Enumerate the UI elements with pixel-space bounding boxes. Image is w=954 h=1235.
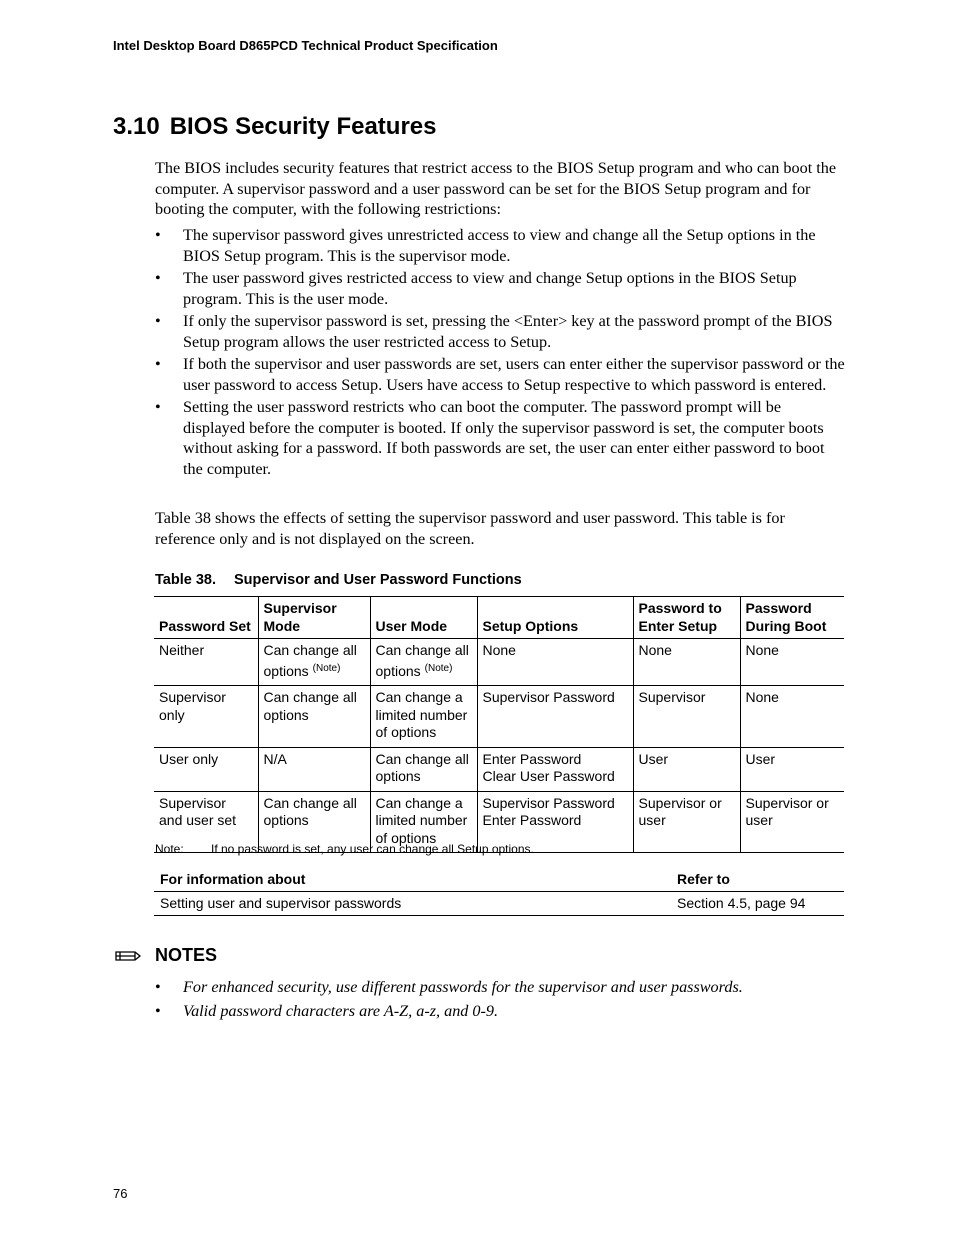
table-row [154,892,844,916]
table-row [154,747,844,791]
list-item-text: For enhanced security, use different passwords for the supervisor and user passwords. [183,978,743,996]
bullet-icon: • [155,398,161,416]
table-cell: Supervisor Password [477,686,633,748]
list-item-text: Valid password characters are A-Z, a-z, and 0-9. [183,1001,499,1020]
list-item-text: The user password gives restricted access to view and change Setup options in the BIOS Setup program. This is the user mode. [183,269,797,308]
table-row [154,686,844,748]
table-cell: N/A [258,747,370,791]
password-functions-table [154,596,844,853]
table-cell: Section 4.5, page 94 [671,892,844,916]
table-cell: None [740,639,844,686]
section-title-text: BIOS Security Features [169,113,437,140]
table-cell: Can change a limited number of options [370,686,477,748]
column-header: Password During Boot [740,597,844,639]
table-reference-paragraph: Table 38 shows the effects of setting the supervisor password and user password. This table is for reference only and is not displayed on the screen. [155,509,785,548]
page-number: 76 [113,1186,128,1201]
table-caption [155,572,522,588]
list-item [155,268,845,309]
table-header-row [154,597,844,639]
column-header: Supervisor Mode [258,597,370,639]
list-item [155,1001,845,1022]
intro-paragraph: The BIOS includes security features that restrict access to the BIOS Setup program and who can boot the computer. A supervisor password and a user password can be set for the BIOS Setup program and for booting the computer, with the following restrictions: [155,159,837,218]
bullet-icon: • [155,1001,161,1020]
list-item [155,225,845,266]
list-item [155,354,845,395]
note-label: Note: [155,842,184,856]
table-cell [258,639,370,686]
note-marker: (Note) [424,662,453,674]
table-header-row [154,868,844,892]
note-text: If no password is set, any user can change all Setup options. [211,842,534,856]
table-caption-title: Supervisor and User Password Functions [233,572,522,588]
bullet-icon: • [155,978,161,996]
list-item-text: If only the supervisor password is set, pressing the <Enter> key at the password prompt of the BIOS Setup program allows the user restricted access to Setup. [183,312,833,351]
table-cell: Supervisor or user [740,791,844,853]
table-cell: None [477,639,633,686]
table-cell: Supervisor or user [633,791,740,853]
column-header: Password Set [159,617,251,634]
table-cell: Can change all options [370,747,477,791]
list-item-text: Setting the user password restricts who can boot the computer. The password prompt will be displayed before the computer is booted. If only the supervisor password is set, the computer boots without asking for a password. If both passwords are set, the user can enter either password to boot the computer. [183,398,825,478]
cell-line: Clear User Password [482,768,615,784]
bullet-icon: • [155,312,161,330]
table-cell: User only [159,750,219,767]
cell-line: Enter Password [482,812,582,828]
note-marker: (Note) [312,662,341,674]
notes-heading-text: NOTES [155,945,218,965]
table-cell: None [740,686,844,748]
bullet-icon: • [155,226,161,244]
table-cell: Can change all options [258,791,370,853]
bullet-icon: • [155,355,161,373]
cell-text: Can change all options [263,642,357,679]
cell-text: Can change all options [375,642,469,679]
column-header: Setup Options [477,597,633,639]
table-note [155,842,534,856]
list-item [155,397,845,479]
table-cell: Can change all options [258,686,370,748]
table-cell [477,747,633,791]
column-header: Password to Enter Setup [633,597,740,639]
column-header: For information about [154,868,671,892]
section-number: 3.10 [113,113,160,140]
table-caption-label: Table 38. [155,572,216,588]
table-cell: Supervisor and user set [159,794,237,828]
table-cell: Setting user and supervisor passwords [154,892,671,916]
table-cell: Can change a limited number of options [370,791,477,853]
list-item [155,311,845,352]
table-cell [370,639,477,686]
table-cell: Neither [159,642,205,658]
table-cell: Supervisor [633,686,740,748]
pencil-icon [113,949,141,963]
reference-table [154,868,844,916]
notes-heading [113,945,217,966]
restrictions-list [155,225,845,481]
cell-line: Enter Password [482,750,582,767]
table-cell: Supervisor only [159,689,226,723]
running-header: Intel Desktop Board D865PCD Technical Product Specification [113,38,498,53]
cell-line: Supervisor Password [482,794,615,811]
list-item-text: The supervisor password gives unrestricted access to view and change all the Setup options in the BIOS Setup program. This is the supervisor mode. [183,226,816,265]
table-cell: User [633,747,740,791]
list-item-text: If both the supervisor and user passwords are set, users can enter either the supervisor password or the user password to access Setup. Users have access to Setup respective to which password is entered. [183,355,845,394]
column-header: Refer to [671,868,844,892]
table-cell: None [633,639,740,686]
section-title [113,113,436,141]
table-cell: User [740,747,844,791]
bullet-icon: • [155,269,161,287]
column-header: User Mode [370,597,477,639]
notes-list [155,977,845,1024]
table-row [154,639,844,686]
list-item [155,977,845,998]
